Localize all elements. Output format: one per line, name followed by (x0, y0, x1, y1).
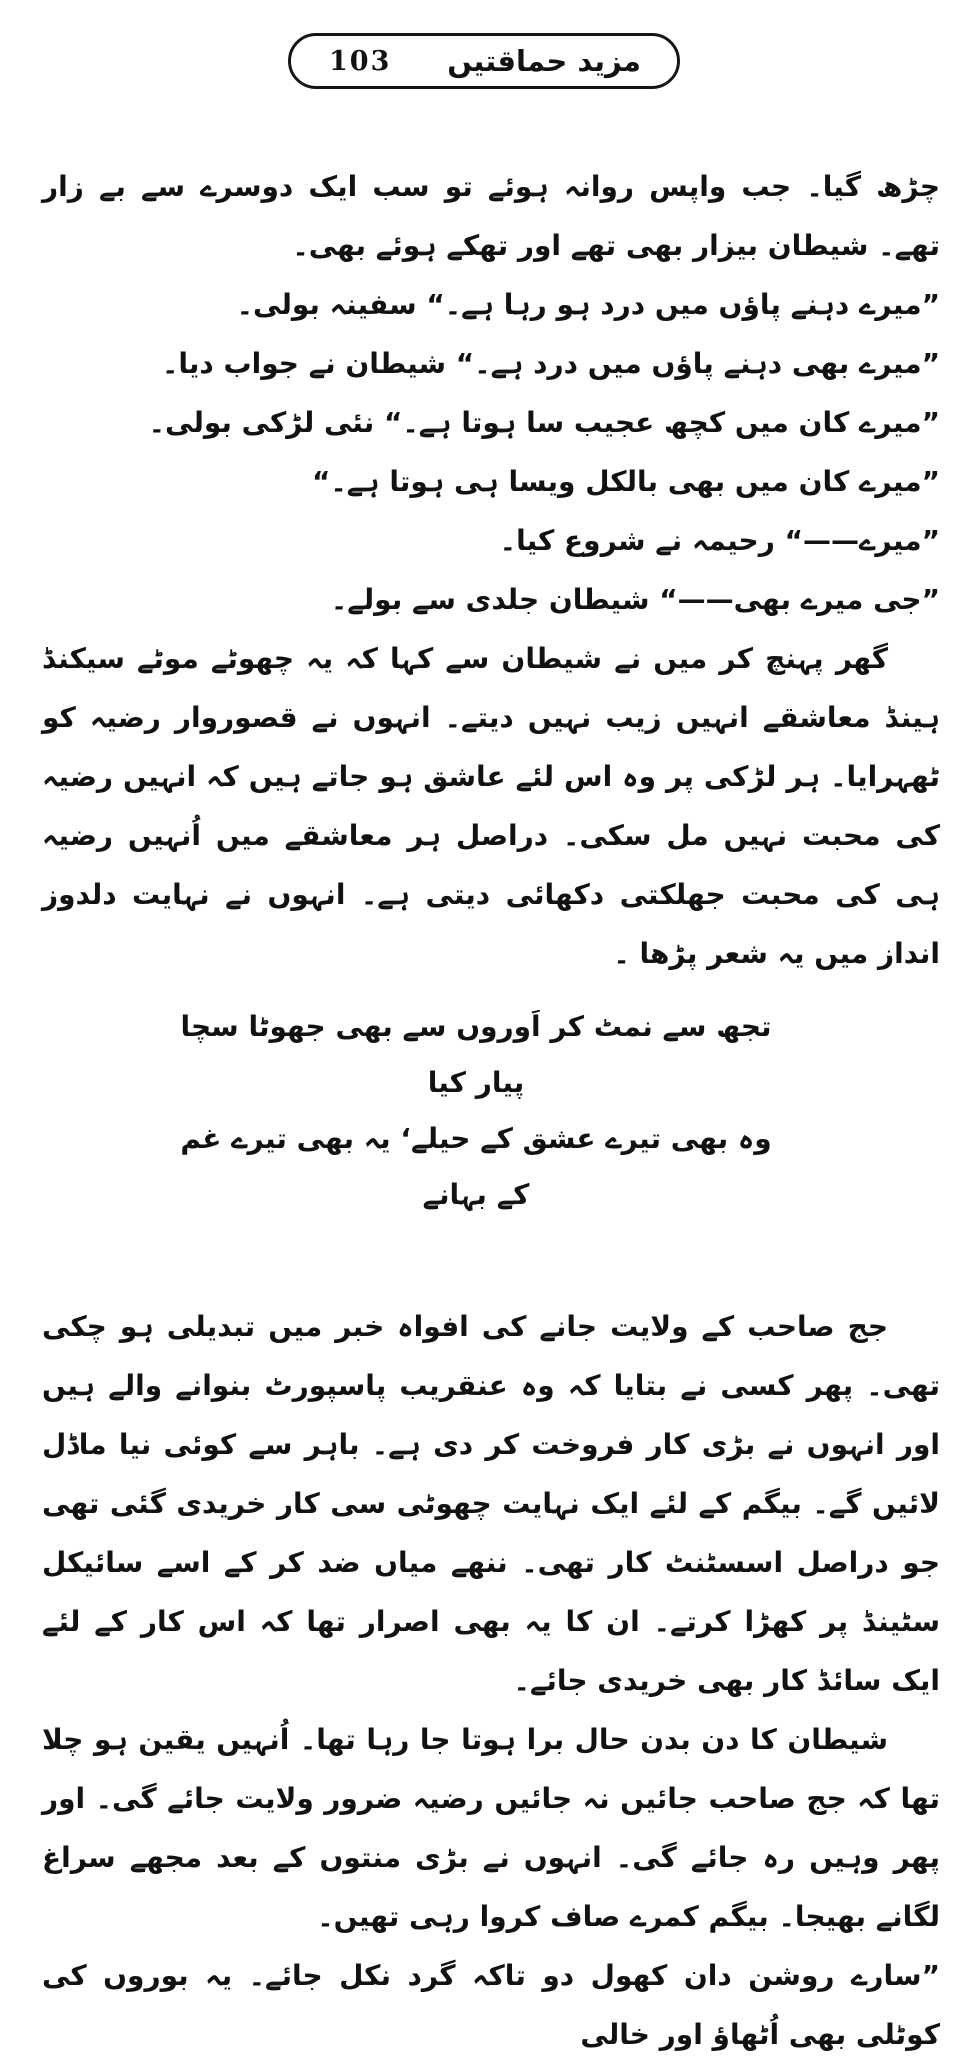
verse-line: تجھ سے نمٹ کر اَوروں سے بھی جھوٹا سچا پیار کیا (180, 1010, 772, 1099)
dialogue-line: ”میرے کان میں کچھ عجیب سا ہوتا ہے۔“ نئی لڑکی بولی۔ (148, 406, 940, 439)
paragraph: شیطان کا دن بدن حال برا ہوتا جا رہا تھا۔ اُنہیں یقین ہو چلا تھا کہ جج صاحب جائیں نہ جائیں رضیہ ضرور ولایت جائے گی۔ اور پھر وہیں رہ جائے گی۔ انہوں نے بڑی منتوں کے بعد مجھے سراغ لگانے بھیجا۔ بیگم کمرے صاف کروا رہی تھیں۔ (42, 1723, 940, 1933)
couplet-block (162, 999, 790, 1223)
book-title: مزید حماقتیں (447, 44, 641, 78)
paragraph: جج صاحب کے ولایت جانے کی افواہ خبر میں تبدیلی ہو چکی تھی۔ پھر کسی نے بتایا کہ وہ عنقریب پاسپورٹ بنوانے والے ہیں اور انہوں نے بڑی کار فروخت کر دی ہے۔ باہر سے کوئی نیا ماڈل لائیں گے۔ بیگم کے لئے ایک نہایت چھوٹی سی کار خریدی گئی تھی جو دراصل اسسٹنٹ کار تھی۔ ننھے میاں ضد کر کے اسے سائیکل سٹینڈ پر کھڑا کرتے۔ ان کا یہ بھی اصرار تھا کہ اس کار کے لئے ایک سائڈ کار بھی خریدی جائے۔ (42, 1310, 940, 1697)
dialogue-line: ”جی میرے بھی——“ شیطان جلدی سے بولے۔ (330, 583, 940, 616)
paragraph-closing-continuation: ”سارے روشن دان کھول دو تاکہ گرد نکل جائے۔ یہ بوروں کی کوٹلی بھی اُٹھاؤ اور خالی (42, 1959, 940, 2051)
dialogue-line: ”میرے دہنے پاؤں میں درد ہو رہا ہے۔“ سفینہ بولی۔ (236, 288, 940, 321)
book-page (0, 33, 968, 2051)
paragraph-opening-continuation: چڑھ گیا۔ جب واپس روانہ ہوئے تو سب ایک دوسرے سے بے زار تھے۔ شیطان بیزار بھی تھے اور تھکے ہوئے بھی۔ (42, 170, 940, 262)
verse-line: وہ بھی تیرے عشق کے حیلے‘ یہ بھی تیرے غم کے بہانے (180, 1122, 772, 1211)
dialogue-line: ”میرے——“ رحیمہ نے شروع کیا۔ (499, 524, 940, 557)
header-badge (288, 33, 680, 89)
dialogue-line: ”میرے بھی دہنے پاؤں میں درد ہے۔“ شیطان نے جواب دیا۔ (161, 347, 940, 380)
paragraph: گھر پہنچ کر میں نے شیطان سے کہا کہ یہ چھوٹے موٹے سیکنڈ ہینڈ معاشقے انہیں زیب نہیں دیتے۔ انہوں نے قصوروار رضیہ کو ٹھہرایا۔ ہر لڑکی پر وہ اس لئے عاشق ہو جاتے ہیں کہ انہیں رضیہ کی محبت نہیں مل سکی۔ دراصل ہر معاشقے میں اُنہیں رضیہ ہی کی محبت جھلکتی دکھائی دیتی ہے۔ انہوں نے نہایت دلدوز انداز میں یہ شعر پڑھا ۔ (42, 642, 940, 970)
page-text-column (0, 89, 968, 2064)
dialogue-line: ”میرے کان میں بھی بالکل ویسا ہی ہوتا ہے۔“ (311, 465, 940, 498)
page-number: 103 (329, 45, 392, 77)
